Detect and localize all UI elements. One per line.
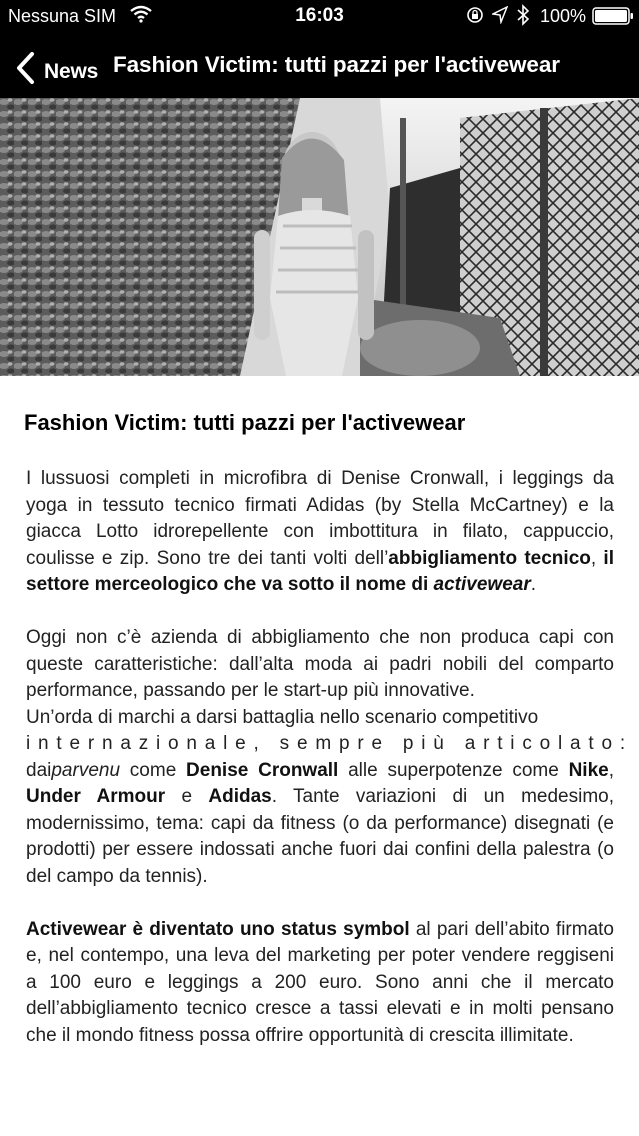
paragraph-1	[26, 466, 614, 599]
paragraph-3	[26, 705, 633, 891]
paragraph-3-line-1: Un’orda di marchi a darsi battaglia nello scenario competitivo	[26, 706, 539, 728]
chevron-left-icon	[14, 51, 36, 85]
back-button-label: News	[44, 60, 99, 83]
paragraph-1-separator: ,	[590, 547, 604, 569]
article-body	[26, 466, 633, 1049]
clock: 16:03	[295, 5, 344, 26]
back-button[interactable]	[14, 46, 106, 90]
article	[24, 406, 633, 1049]
paragraph-1-text: I lussuosi completi in microfibra di Denise Cronwall, i leggings da yoga in tessuto tecnico firmati Adidas (by Stella McCartney) e la giacca Lotto idrorepellente con imbottitura in filato, cappuccio, coulisse e zip. Sono tre dei tanti volti dell’	[26, 468, 614, 569]
bluetooth-icon	[516, 4, 530, 26]
paragraph-3-text-e: e	[165, 786, 209, 807]
paragraph-1-bold-1: abbigliamento tecnico	[388, 547, 591, 569]
paragraph-3-text-d: ,	[608, 759, 614, 781]
article-title: Fashion Victim: tutti pazzi per l'activewear	[24, 410, 466, 435]
paragraph-2: Oggi non c’è azienda di abbigliamento che non produca capi con queste caratteristiche: dall’alta moda ai padri nobili del comparto performance, passando per le start-up più innovative.	[26, 627, 614, 701]
paragraph-1-bold-italic: activewear	[433, 574, 531, 595]
hero-photo	[0, 98, 639, 376]
battery-percent: 100%	[540, 6, 587, 26]
paragraph-4-bold: Activewear è diventato uno status symbol	[26, 918, 410, 940]
paragraph-3-bold-3: Under Armour	[26, 786, 166, 807]
paragraph-1-end: .	[530, 574, 537, 595]
paragraph-1-bold-2: il settore merceologico che va sotto il nome di	[26, 547, 614, 595]
photo-icon	[0, 98, 639, 376]
paragraph-3-text-c: alle superpotenze come	[338, 759, 569, 781]
paragraph-3-bold-1: Denise Cronwall	[186, 759, 339, 781]
wifi-icon	[130, 5, 152, 23]
paragraph-3-spaced-line: internazionale, sempre più articolato:	[26, 733, 633, 754]
location-icon	[492, 6, 508, 24]
carrier-label: Nessuna SIM	[8, 6, 117, 26]
rotation-lock-icon	[466, 6, 484, 24]
paragraph-4-text: al pari dell’abito firmato e, nel contempo, una leva del marketing per poter vendere reggiseni a 100 euro e leggings a 200 euro. Sono anni che il mercato dell’abbigliamento tecnico cresce a tassi elevati e in molti pensano che il mondo fitness possa offrire opportunità di crescita illimitate.	[26, 918, 614, 1046]
paragraph-4	[26, 917, 614, 1050]
paragraph-3-italic: parvenu	[51, 759, 121, 781]
top-bar	[0, 0, 639, 98]
nav-title: Fashion Victim: tutti pazzi per l'activewear	[113, 52, 560, 77]
paragraph-3-text-f: . Tante variazioni di un medesimo, modernissimo, tema: capi da fitness (o da performance) disegnati (e prodotti) per essere indossati anche fuori dai confini della palestra (o del campo da tennis).	[26, 786, 614, 887]
battery-icon	[592, 7, 634, 25]
paragraph-3-text-b: come	[120, 759, 187, 781]
paragraph-3-bold-4: Adidas	[208, 786, 272, 807]
paragraph-3-bold-2: Nike	[568, 759, 609, 781]
navigation-bar	[0, 36, 639, 98]
status-bar	[0, 0, 639, 32]
paragraph-3-text-a: dai	[26, 759, 52, 781]
